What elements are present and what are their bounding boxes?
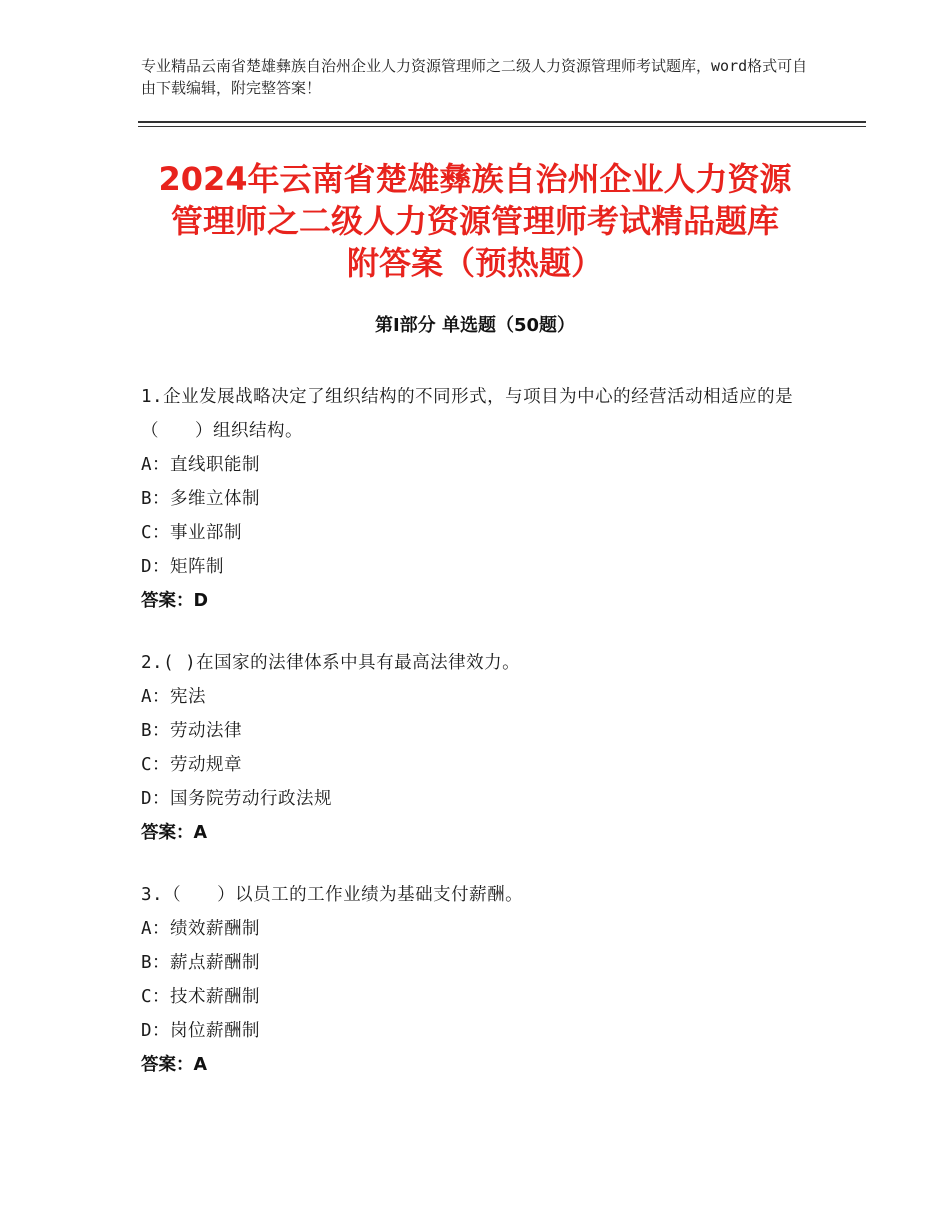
answer: 答案：A [141, 1055, 208, 1075]
question-stem: 2.( )在国家的法律体系中具有最高法律效力。 [141, 653, 521, 673]
header-note: 专业精品云南省楚雄彝族自治州企业人力资源管理师之二级人力资源管理师考试题库，word格式可自由下载编辑，附完整答案！ [141, 57, 808, 97]
question-item [141, 646, 831, 850]
option-a: A：绩效薪酬制 [141, 919, 261, 939]
title-line: 2024年云南省楚雄彝族自治州企业人力资源 [158, 160, 792, 198]
title-line: 管理师之二级人力资源管理师考试精品题库 [170, 202, 779, 240]
section-title: 第Ⅰ部分 单选题（50题） [374, 315, 575, 336]
header-divider-thin [138, 126, 866, 127]
option-d: D：岗位薪酬制 [141, 1021, 261, 1041]
header-divider-thick [138, 121, 866, 123]
answer: 答案：A [141, 823, 208, 843]
document-title [100, 158, 850, 284]
option-a: A：直线职能制 [141, 455, 261, 475]
option-c: C：劳动规章 [141, 755, 243, 775]
title-line: 附答案（预热题） [346, 244, 603, 282]
option-c: C：技术薪酬制 [141, 987, 261, 1007]
option-d: D：国务院劳动行政法规 [141, 789, 333, 809]
question-item [141, 878, 831, 1082]
question-list [141, 380, 831, 1110]
question-stem: 3.（ ）以员工的工作业绩为基础支付薪酬。 [141, 885, 524, 905]
option-b: B：劳动法律 [141, 721, 243, 741]
option-a: A：宪法 [141, 687, 207, 707]
question-stem: 1.企业发展战略决定了组织结构的不同形式，与项目为中心的经营活动相适应的是（ ）组织结构。 [141, 387, 794, 441]
answer: 答案：D [141, 591, 209, 611]
option-c: C：事业部制 [141, 523, 243, 543]
question-item [141, 380, 831, 618]
option-b: B：薪点薪酬制 [141, 953, 261, 973]
option-d: D：矩阵制 [141, 557, 225, 577]
option-b: B：多维立体制 [141, 489, 261, 509]
